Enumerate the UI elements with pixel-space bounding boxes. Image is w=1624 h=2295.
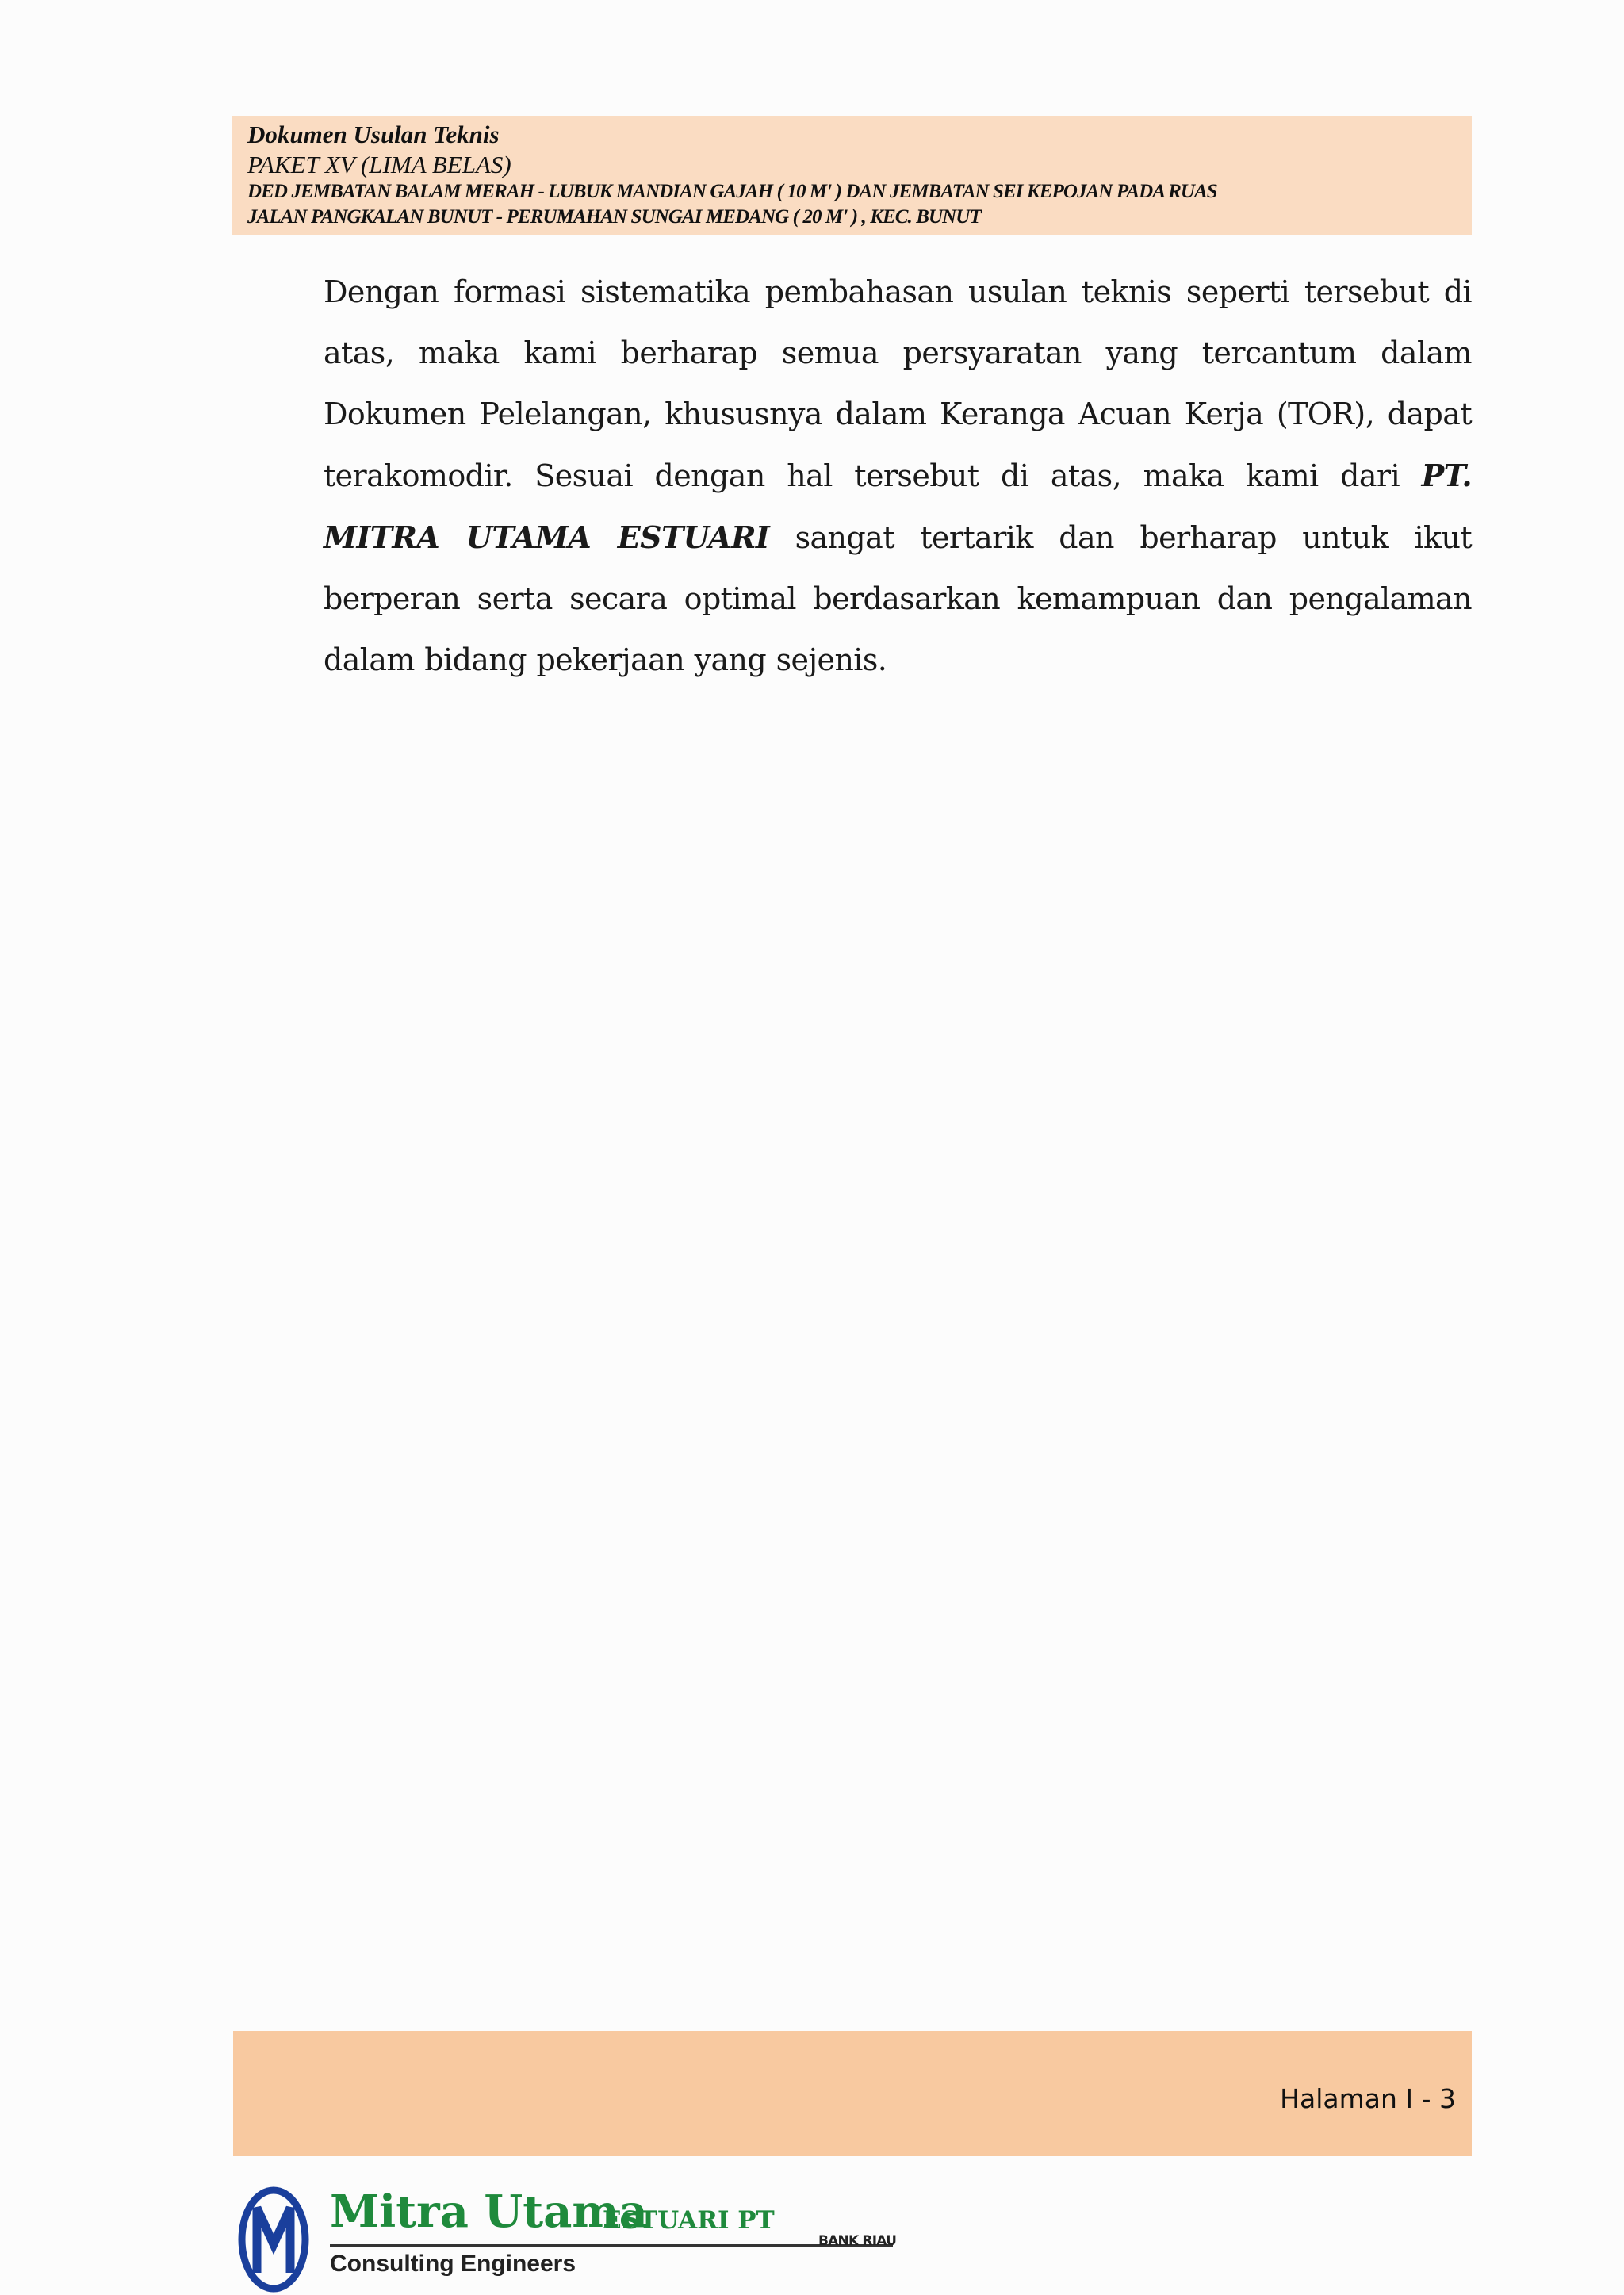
page-number: Halaman I - 3 — [1280, 2083, 1456, 2114]
blue-m-emblem-icon — [236, 2184, 312, 2295]
document-title: Dokumen Usulan Teknis — [247, 121, 500, 148]
project-description-line-2: JALAN PANGKALAN BUNUT - PERUMAHAN SUNGAI MEDANG ( 20 M' ) , KEC. BUNUT — [247, 206, 981, 228]
company-logo — [236, 2184, 934, 2295]
paragraph-text-before: Dengan formasi sistematika pembahasan usulan teknis seperti tersebut di atas, maka kami berharap semua persyaratan yang tercantum dalam Dokumen Pelelangan, khususnya dalam Keranga Acuan Kerja (TOR), dapat terakomodir. Sesuai dengan hal tersebut di atas, maka kami dari — [324, 274, 1472, 493]
company-name: PT. MITRA UTAMA ESTUARI — [324, 458, 1472, 555]
logo-subtitle: Consulting Engineers — [330, 2251, 576, 2277]
logo-bank-label: BANK RIAU — [818, 2233, 897, 2249]
logo-suffix: ESTUARI PT — [603, 2206, 775, 2235]
logo-name: Mitra Utama — [330, 2186, 648, 2238]
logo-divider — [330, 2244, 893, 2247]
paragraph-text-after: sangat tertarik dan berharap untuk ikut berperan serta secara optimal berdasarkan kemampuan dan pengalaman dalam bidang pekerjaan yang sejenis. — [324, 520, 1473, 677]
project-description-line-1: DED JEMBATAN BALAM MERAH - LUBUK MANDIAN GAJAH ( 10 M' ) DAN JEMBATAN SEI KEPOJAN PADA RUAS — [247, 181, 1217, 202]
document-header — [232, 116, 1472, 235]
package-label: PAKET XV (LIMA BELAS) — [247, 151, 511, 178]
page-footer — [233, 2031, 1472, 2156]
body-paragraph — [324, 262, 1472, 691]
